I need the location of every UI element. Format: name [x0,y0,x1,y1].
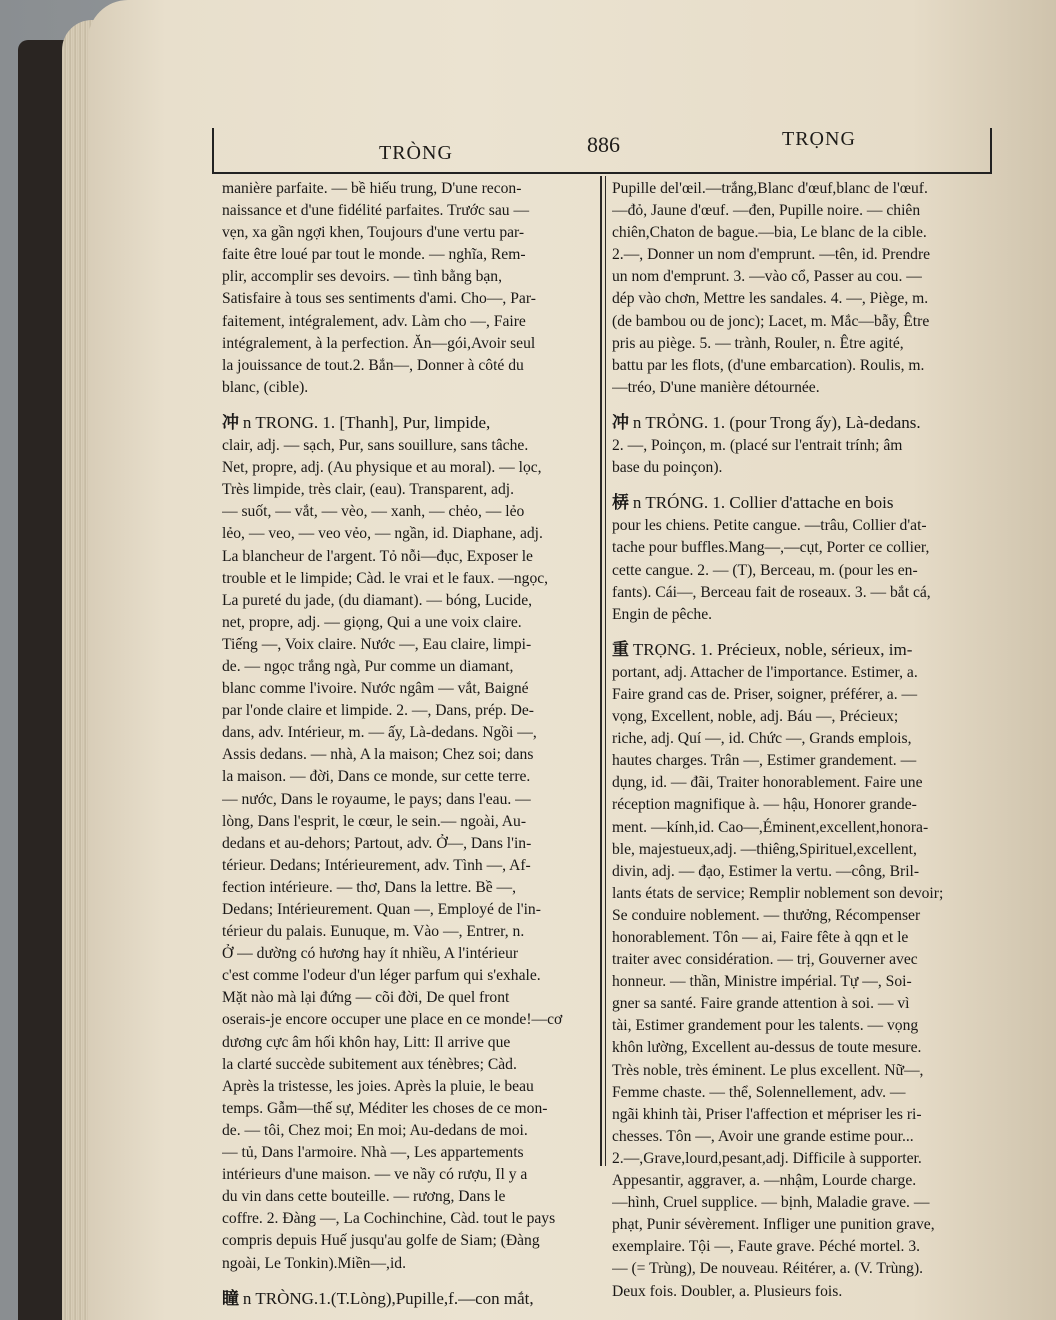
text-line: intégralement, à la perfection. Ăn—gói,Avoir seul [222,334,536,352]
dictionary-entry [612,639,992,1303]
text-line: Se conduire noblement. — thưởng, Récompenser [612,906,921,924]
text-line: réception magnifique à. — hậu, Honorer grande- [612,796,917,814]
text-line: pris au piège. 5. — trành, Rouler, n. Être agité, [612,334,904,352]
text-line: temps. Gẫm—thế sự, Méditer les choses de ce mon- [222,1099,548,1117]
text-line: manière parfaite. — bề hiếu trung, D'une recon- [222,180,522,197]
text-line: faite être loué par tout le monde. — nghĩa, Rem- [222,246,526,264]
text-line: Appesantir, aggraver, a. —nhậm, Lourde charge. [612,1172,917,1190]
entry-headword: 冲 n TRONG. 1. [Thanh], Pur, limpide, [222,412,491,433]
text-line: Très limpide, très clair, (eau). Transparent, adj. [222,481,514,499]
dictionary-entry [612,492,992,626]
entry-headword: 冲 n TRỎNG. 1. (pour Trong ấy), Là-dedans. [612,412,921,433]
text-line: oserais-je encore occuper une place en ce monde!—cơ [222,1011,563,1029]
text-line: Faire grand cas de. Priser, soigner, préférer, a. — [612,685,918,703]
text-line: la clarté succède subitement aux ténèbres; Càd. [222,1055,517,1073]
text-line: la maison. — đời, Dans ce monde, sur cette terre. [222,768,531,786]
text-line: dụng, id. — đãi, Traiter honorablement. Faire une [612,774,923,792]
text-line: naissance et d'une fidélité parfaites. Trước sau — [222,202,530,220]
text-line: fection intérieure. — thơ, Dans la lettre. Bề —, [222,878,517,896]
text-line: divin, adj. — đạo, Estimer la vertu. —công, Bril- [612,862,920,880]
text-line: Très noble, très éminent. Le plus excellent. Nữ—, [612,1061,924,1079]
text-line: dans, adv. Intérieur, m. — ấy, Là-dedans. Ngồi —, [222,724,537,742]
text-line: khôn lường, Excellent au-dessus de toute mesure. [612,1039,922,1057]
text-line: dép vào chơn, Mettre les sandales. 4. —, Piège, m. [612,290,929,308]
text-line: Net, propre, adj. (Au physique et au moral). — lọc, [222,459,542,477]
text-line: ngãi khinh tài, Priser l'affection et mépriser les ri- [612,1105,922,1123]
text-line: ngoài, Le Tonkin).Miền—,id. [222,1254,406,1272]
continued-entry [612,178,992,399]
right-column [612,178,992,1316]
text-line: dedans et au-dehors; Partout, adv. Ở—, Dans l'in- [222,834,532,852]
text-line: La pureté du jade, (du diamant). — bóng, Lucide, [222,591,533,609]
text-line: phạt, Punir sévèrement. Infliger une punition grave, [612,1216,935,1234]
text-line: de. — ngọc trắng ngà, Pur comme un diamant, [222,657,514,675]
chinese-character: 梇 [612,493,629,514]
continued-entry [222,178,596,399]
entry-headword: 梇 n TRÓNG. 1. Collier d'attache en bois [612,493,894,514]
text-line: tài, Estimer grandement pour les talents. — vọng [612,1017,919,1035]
text-line: battu par les flots, (d'une embarcation). Roulis, m. [612,356,925,374]
text-line: blanc comme l'ivoire. Nước ngâm — vắt, Baigné [222,680,529,698]
text-line: par l'onde claire et limpide. 2. —, Dans, prép. De- [222,702,534,720]
header-left-word: TRÒNG [379,142,453,164]
text-line: Mặt nào mà lại đứng — cõi đời, De quel front [222,989,510,1007]
text-line: La blancheur de l'argent. Tỏ nỗi—đục, Exposer le [222,547,533,565]
text-line: du vin dans cette bouteille. — rương, Dans le [222,1188,506,1206]
text-line: Deux fois. Doubler, a. Plusieurs fois. [612,1282,843,1300]
text-line: — suốt, — vắt, — vèo, — xanh, — chẻo, — lẻo [222,503,525,521]
text-line: lants états de service; Remplir noblement son devoir; [612,884,944,902]
text-line: 2.—,Grave,lourd,pesant,adj. Difficile à supporter. [612,1149,922,1167]
text-line: térieur. Dedans; Intérieurement, adv. Tình —, Af- [222,856,531,874]
entry-body [612,435,992,479]
column-divider-thin [605,176,606,1166]
text-line: ble, majestueux,adj. —thiêng,Spirituel,excellent, [612,840,917,858]
text-line: clair, adj. — sạch, Pur, sans souillure, sans tâche. [222,437,529,455]
text-line: —hình, Cruel supplice. — bịnh, Maladie grave. — [612,1194,930,1212]
text-line: net, propre, adj. — giọng, Qui a une voix claire. [222,613,522,631]
left-column [222,178,596,1320]
text-line: Satisfaire à tous ses sentiments d'ami. Cho—, Par- [222,290,536,308]
chinese-character: 瞳 [222,1288,239,1309]
text-line: exemplaire. Tội —, Faute grave. Péché mortel. 3. [612,1238,921,1256]
dictionary-entry [222,412,596,1275]
text-line: ment. —kính,id. Cao—,Éminent,excellent,honora- [612,818,929,836]
text-line: intérieurs d'une maison. — ve nầy có rượu, Il y a [222,1166,528,1184]
text-line: faitement, intégralement, adv. Làm cho —, Faire [222,312,526,330]
dictionary-entry [612,412,992,479]
text-line: coffre. 2. Đàng —, La Cochinchine, Càd. tout le pays [222,1210,556,1228]
text-line: Femme chaste. — thể, Solennellement, adv. — [612,1083,906,1101]
text-line: dương cực âm hối khôn hay, Litt: Il arrive que [222,1033,511,1051]
entry-body [612,662,992,1303]
entry-headword: 重 TRỌNG. 1. Précieux, noble, sérieux, im- [612,639,913,660]
running-header [212,128,992,174]
text-line: Après la tristesse, les joies. Après la pluie, le beau [222,1077,534,1095]
text-line: compris depuis Huế jusqu'au golfe de Siam; (Đàng [222,1232,540,1250]
text-line: —tréo, D'une manière détournée. [612,378,820,396]
text-line: Assis dedans. — nhà, A la maison; Chez soi; dans [222,746,534,764]
text-line: trouble et le limpide; Càd. le vrai et le faux. —ngọc, [222,569,549,587]
text-line: blanc, (cible). [222,378,309,396]
text-line: gner sa santé. Faire grande attention à soi. — vì [612,995,910,1013]
text-line: pour les chiens. Petite cangue. —trâu, Collier d'at- [612,517,927,535]
text-line: chiên,Chaton de bague.—bia, Le blanc de la cible. [612,224,927,242]
text-line: de. — tôi, Chez moi; En moi; Au-dedans de moi. [222,1121,528,1139]
entry-headword: 瞳 n TRÒNG.1.(T.Lòng),Pupille,f.—con mắt, [222,1288,534,1309]
text-line: tache pour buffles.Mang—,—cụt, Porter ce collier, [612,539,930,557]
chinese-character: 重 [612,639,629,660]
text-line: 2. —, Poinçon, m. (placé sur l'entrait trính; âm [612,437,903,455]
chinese-character: 冲 [222,412,239,433]
text-line: portant, adj. Attacher de l'importance. Estimer, a. [612,663,918,681]
text-line: 2.—, Donner un nom d'emprunt. —tên, id. Prendre [612,246,931,264]
text-line: honneur. — thần, Ministre impérial. Tự —, Soi- [612,973,912,991]
text-line: cette cangue. 2. — (T), Berceau, m. (pour les en- [612,561,918,579]
text-line: — nước, Dans le royaume, le pays; dans l'eau. — [222,790,531,808]
text-line: térieur du palais. Eunuque, m. Vào —, Entrer, n. [222,923,525,941]
header-right-word: TRỌNG [782,128,856,150]
entry-body [612,515,992,625]
dictionary-entry [222,1288,596,1311]
text-line: vẹn, xa gần ngợi khen, Toujours d'une vertu par- [222,224,525,242]
text-line: lẻo, — veo, — veo vẻo, — ngần, id. Diaphane, adj. [222,525,543,543]
text-line: Pupille del'œil.—trắng,Blanc d'œuf,blanc de l'œuf. [612,180,928,197]
text-line: la jouissance de tout.2. Bắn—, Donner à côté du [222,356,524,374]
text-line: riche, adj. Quí —, id. Chức —, Grands emplois, [612,730,912,748]
text-line: plir, accomplir ses devoirs. — tình bằng bạn, [222,268,503,286]
text-line: c'est comme l'odeur d'un léger parfum qui s'exhale. [222,967,541,985]
text-line: traiter avec considération. — trị, Gouverner avec [612,951,918,969]
text-line: un nom d'emprunt. 3. —vào cổ, Passer au cou. — [612,268,922,286]
entry-body [222,435,596,1275]
text-line: fants). Cái—, Berceau fait de roseaux. 3. — bắt cá, [612,583,931,601]
text-line: lòng, Dans l'esprit, le cœur, le sein.— ngoài, Au- [222,812,527,830]
text-line: (de bambou ou de jonc); Lacet, m. Mắc—bẫy, Être [612,312,930,330]
text-line: Tiếng —, Voix claire. Nước —, Eau claire, limpi- [222,635,532,653]
text-line: vọng, Excellent, noble, adj. Báu —, Précieux; [612,708,899,726]
column-divider [600,176,602,1166]
text-line: Dedans; Intérieurement. Quan —, Employé de l'in- [222,901,541,918]
text-line: base du poinçon). [612,459,723,477]
text-line: Ở — dường có hương hay ít nhiều, A l'intérieur [222,945,519,963]
text-line: —đỏ, Jaune d'œuf. —đen, Pupille noire. — chiên [612,202,921,220]
page-number: 886 [587,132,620,157]
text-line: hautes charges. Trân —, Estimer grandement. — [612,752,917,770]
text-line: Engin de pêche. [612,605,713,623]
text-line: honorablement. Tôn — ai, Faire fête à qqn et le [612,929,909,946]
text-line: — tủ, Dans l'armoire. Nhà —, Les appartements [222,1144,524,1162]
text-line: — (= Trùng), De nouveau. Réitérer, a. (V. Trùng). [612,1260,924,1278]
chinese-character: 冲 [612,412,629,433]
text-line: chesses. Tôn —, Avoir une grande estime pour... [612,1127,914,1145]
